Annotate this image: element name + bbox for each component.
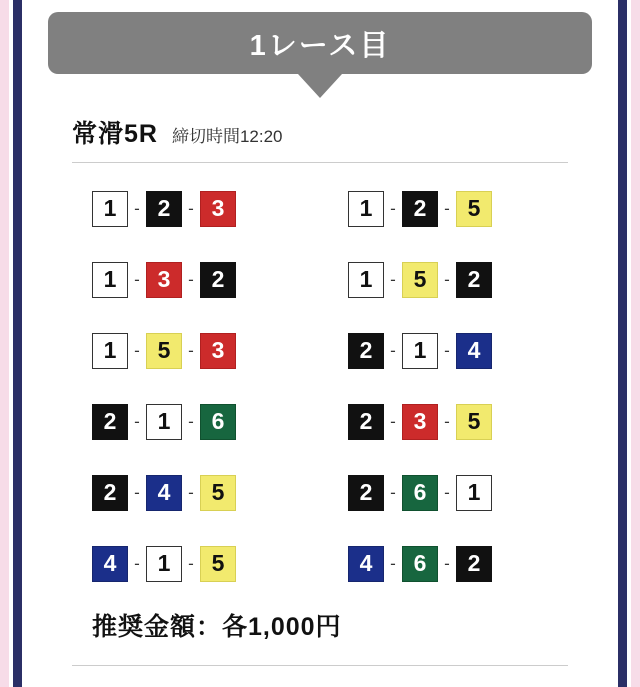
boat-number: 1 — [348, 262, 384, 298]
combo-separator: - — [188, 198, 194, 218]
edge-band-navy-left — [13, 0, 22, 687]
boat-number: 5 — [146, 333, 182, 369]
combo-separator: - — [444, 482, 450, 502]
combo-left-6 — [72, 528, 312, 599]
combo-left-5 — [72, 457, 312, 528]
edge-band-pink-right — [631, 0, 640, 687]
boat-number: 2 — [456, 546, 492, 582]
predictions-grid — [72, 173, 568, 599]
boat-number: 3 — [402, 404, 438, 440]
boat-number: 3 — [200, 191, 236, 227]
combo-separator: - — [134, 269, 140, 289]
combo-separator: - — [134, 340, 140, 360]
boat-number: 5 — [456, 404, 492, 440]
boat-number: 6 — [402, 475, 438, 511]
boat-number: 6 — [402, 546, 438, 582]
race-banner-section — [30, 0, 610, 74]
edge-band-white2-left — [22, 0, 30, 687]
combo-right-2 — [328, 244, 568, 315]
edge-band-pink-left — [0, 0, 9, 687]
boat-number: 3 — [146, 262, 182, 298]
combo-separator: - — [188, 553, 194, 573]
combo-separator: - — [444, 411, 450, 431]
combo-separator: - — [188, 269, 194, 289]
left-page-edge-decoration — [0, 0, 30, 687]
boat-number: 2 — [402, 191, 438, 227]
combo-separator: - — [444, 553, 450, 573]
boat-number: 2 — [146, 191, 182, 227]
boat-number: 1 — [146, 546, 182, 582]
boat-number: 4 — [348, 546, 384, 582]
right-page-edge-decoration — [610, 0, 640, 687]
boat-number: 5 — [200, 475, 236, 511]
edge-band-navy-right — [618, 0, 627, 687]
race-banner — [48, 12, 592, 74]
combo-separator: - — [188, 482, 194, 502]
boat-number: 2 — [92, 404, 128, 440]
combo-separator: - — [188, 411, 194, 431]
boat-number: 2 — [200, 262, 236, 298]
boat-number: 1 — [92, 191, 128, 227]
boat-number: 1 — [146, 404, 182, 440]
recommended-amount: 推奨金額：各1,000円 — [92, 613, 342, 641]
combo-right-4 — [328, 386, 568, 457]
boat-number: 2 — [348, 475, 384, 511]
boat-number: 5 — [200, 546, 236, 582]
footer-divider — [72, 665, 568, 666]
banner-pointer-arrow — [298, 74, 342, 98]
race-deadline: 締切時間12:20 — [171, 127, 283, 146]
combo-separator: - — [444, 198, 450, 218]
combo-left-1 — [72, 173, 312, 244]
boat-number: 4 — [146, 475, 182, 511]
boat-number: 2 — [92, 475, 128, 511]
race-name: 常滑5R — [72, 120, 158, 148]
combo-separator: - — [188, 340, 194, 360]
boat-number: 4 — [456, 333, 492, 369]
boat-number: 5 — [402, 262, 438, 298]
combo-right-5 — [328, 457, 568, 528]
combo-left-2 — [72, 244, 312, 315]
combo-separator: - — [134, 553, 140, 573]
combo-separator: - — [444, 340, 450, 360]
combo-separator: - — [134, 482, 140, 502]
header-divider — [72, 162, 568, 163]
boat-number: 5 — [456, 191, 492, 227]
combo-left-4 — [72, 386, 312, 457]
boat-number: 1 — [456, 475, 492, 511]
boat-number: 3 — [200, 333, 236, 369]
combo-right-1 — [328, 173, 568, 244]
combo-separator: - — [390, 198, 396, 218]
combo-separator: - — [134, 198, 140, 218]
combo-left-3 — [72, 315, 312, 386]
combo-separator: - — [390, 269, 396, 289]
combo-separator: - — [390, 482, 396, 502]
combo-separator: - — [134, 411, 140, 431]
combo-separator: - — [390, 340, 396, 360]
boat-number: 1 — [402, 333, 438, 369]
combo-separator: - — [444, 269, 450, 289]
combo-separator: - — [390, 411, 396, 431]
boat-number: 6 — [200, 404, 236, 440]
boat-number: 2 — [348, 333, 384, 369]
edge-band-white2-right — [610, 0, 618, 687]
boat-number: 1 — [92, 333, 128, 369]
boat-number: 2 — [348, 404, 384, 440]
combo-right-3 — [328, 315, 568, 386]
boat-number: 1 — [348, 191, 384, 227]
boat-number: 1 — [92, 262, 128, 298]
race-header — [72, 114, 568, 150]
boat-number: 2 — [456, 262, 492, 298]
combo-separator: - — [390, 553, 396, 573]
race-banner-title: 1レース目 — [249, 29, 391, 62]
combo-right-6 — [328, 528, 568, 599]
boat-number: 4 — [92, 546, 128, 582]
page-content — [30, 0, 610, 687]
